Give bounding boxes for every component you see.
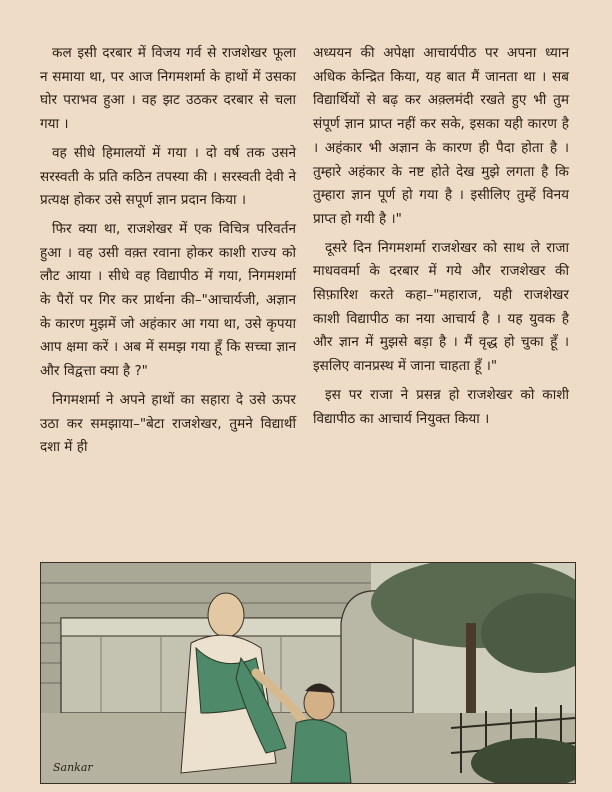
teacher-blessing-student-illustration bbox=[41, 563, 575, 783]
paragraph: वह सीधे हिमालयों में गया । दो वर्ष तक उसने सरस्वती के प्रति कठिन तपस्या की । सरस्वती देवी ने प्रत्यक्ष होकर उसे सपूर्ण ज्ञान प्रदान किया । bbox=[40, 144, 296, 209]
artist-signature: Sankar bbox=[53, 761, 93, 774]
story-illustration bbox=[40, 562, 576, 784]
left-column bbox=[40, 42, 296, 465]
paragraph: निगमशर्मा ने अपने हाथों का सहारा दे उसे ऊपर उठा कर समझाया–"बेटा राजशेखर, तुमने विद्यार्थी दशा में ही bbox=[40, 391, 296, 456]
paragraph: अध्ययन की अपेक्षा आचार्यपीठ पर अपना ध्यान अधिक केन्द्रित किया, यह बात मैं जानता था । सब विद्यार्थियों से बढ़ कर अक़्लमंदी रखते हुए भी तुम संपूर्ण ज्ञान प्राप्त नहीं कर सके, इसका यही कारण है । अहंकार भी अज्ञान के कारण ही पैदा होता है । तुम्हारे अहंकार के नष्ट होते देख मुझे लगता है कि तुम्हारा ज्ञान पूर्ण हो गया है । इसीलिए तुम्हें विनय प्राप्त हो गयी है ।" bbox=[313, 45, 569, 227]
paragraph: फिर क्या था, राजशेखर में एक विचित्र परिवर्तन हुआ । वह उसी वक़्त रवाना होकर काशी राज्य को लौट आया । सीधे वह विद्यापीठ में गया, निगमशर्मा के पैरों पर गिर कर प्रार्थना की–"आचार्यजी, अज्ञान के कारण मुझमें जो अहंकार आ गया था, उसे कृपया आप क्षमा करें । अब में समझ गया हूँ कि सच्चा ज्ञान और विद्वत्ता क्या है ?" bbox=[40, 220, 296, 380]
paragraph: दूसरे दिन निगमशर्मा राजशेखर को साथ ले राजा माधववर्मा के दरबार में गये और राजशेखर की सिफ़ारिश करते कहा–"महाराज, यही राजशेखर काशी विद्यापीठ का नया आचार्य है । यह युवक है और ज्ञान में मुझसे बड़ा है । मैं वृद्ध हो चुका हूँ । इसलिए वानप्रस्थ में जाना चाहता हूँ ।" bbox=[313, 239, 569, 375]
right-column bbox=[313, 42, 569, 436]
paragraph: इस पर राजा ने प्रसन्न हो राजशेखर को काशी विद्यापीठ का आचार्य नियुक्त किया । bbox=[313, 386, 569, 427]
paragraph: कल इसी दरबार में विजय गर्व से राजशेखर फूला न समाया था, पर आज निगमशर्मा के हाथों में उसका घोर पराभव हुआ । वह झट उठकर दरबार से चला गया । bbox=[40, 45, 296, 133]
